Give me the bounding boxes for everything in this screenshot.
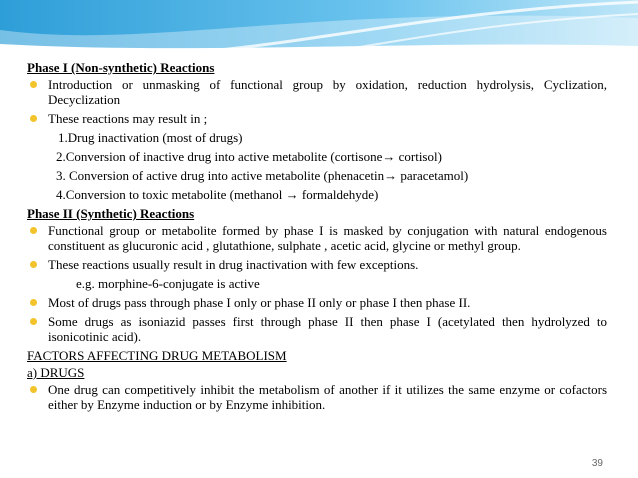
list-item: Some drugs as isoniazid passes first through phase II then phase I (acetylated then hydrolyzed to isonicotinic acid). [27, 314, 607, 344]
drugs-subheading: a) DRUGS [27, 365, 85, 380]
list-item: These reactions may result in ; [27, 111, 607, 126]
page-number: 39 [591, 458, 603, 469]
factors-heading: FACTORS AFFECTING DRUG METABOLISM [27, 348, 287, 363]
phase2-heading: Phase II (Synthetic) Reactions [27, 206, 195, 221]
list-item: Most of drugs pass through phase I only or phase II only or phase I then phase II. [27, 295, 607, 310]
header-decoration [0, 0, 638, 52]
example-text: e.g. morphine-6-conjugate is active [76, 276, 260, 291]
list-item: Functional group or metabolite formed by phase I is masked by conjugation with natural endogenous constituent as glucuronic acid , glutathione, sulphate , acetic acid, glycine or methyl group. [27, 223, 607, 253]
result-item: 3. Conversion of active drug into active metabolite (phenacetin→ paracetamol) [56, 168, 469, 183]
list-item: Introduction or unmasking of functional group by oxidation, reduction hydrolysis, Cyclization, Decyclization [27, 77, 607, 107]
result-item: 4.Conversion to toxic metabolite (methanol → formaldehyde) [56, 187, 379, 202]
result-item: 2.Conversion of inactive drug into active metabolite (cortisone→ cortisol) [56, 149, 442, 164]
phase1-heading: Phase I (Non-synthetic) Reactions [27, 60, 215, 75]
list-item: These reactions usually result in drug inactivation with few exceptions. [27, 257, 607, 272]
result-item: 1.Drug inactivation (most of drugs) [58, 130, 243, 145]
slide-content [27, 60, 607, 416]
list-item: One drug can competitively inhibit the metabolism of another if it utilizes the same enzyme or cofactors either by Enzyme induction or by Enzyme inhibition. [27, 382, 607, 412]
